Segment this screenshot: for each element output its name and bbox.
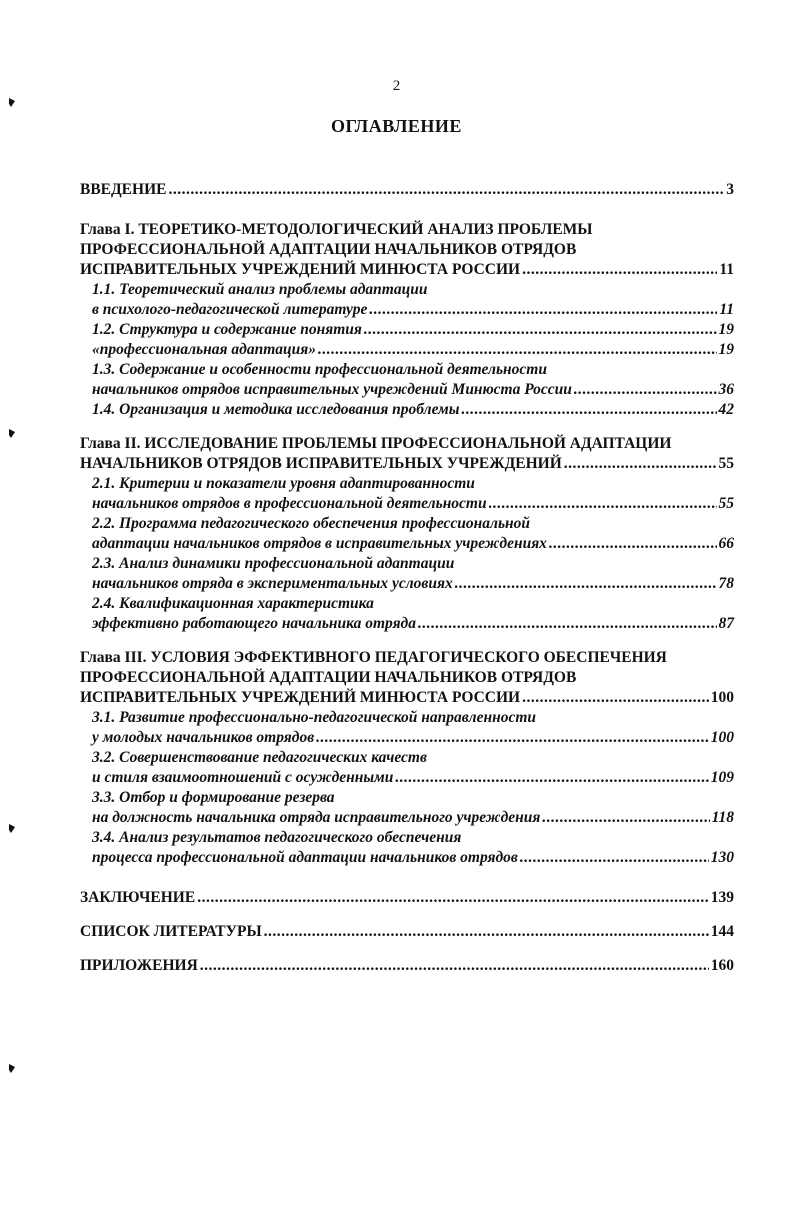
section-line: 2.1. Критерии и показатели уровня адаптированности [92,475,475,492]
chapter-heading-line: Глава III. УСЛОВИЯ ЭФФЕКТИВНОГО ПЕДАГОГИЧЕСКОГО ОБЕСПЕЧЕНИЯ [80,649,667,666]
toc-chapter-1 [80,220,734,420]
section-line: 3.3. Отбор и формирование резерва [92,789,335,806]
toc-entry-label: ВВЕДЕНИЕ [80,181,167,198]
toc-entry-chapter-2[interactable]: НАЧАЛЬНИКОВ ОТРЯДОВ ИСПРАВИТЕЛЬНЫХ УЧРЕЖДЕНИЙ ..... 55 [80,454,734,474]
binding-mark-icon [8,428,16,439]
toc-entry-section-1-2[interactable]: 1.2. Структура и содержание понятия ..... 19 [92,320,734,340]
section-line: 1.1. Теоретический анализ проблемы адаптации [92,281,428,298]
toc-entry-section-1-1[interactable]: в психолого-педагогической литературе ..... 11 [92,300,734,320]
section-line: 3.4. Анализ результатов педагогического обеспечения [92,829,462,846]
toc-entry-intro[interactable] [80,180,734,200]
toc-entry-section-2-2[interactable]: адаптации начальников отрядов в исправительных учреждениях ..... 66 [92,534,734,554]
toc-entry-section-3-1[interactable]: у молодых начальников отрядов ..... 100 [92,728,734,748]
chapter-heading-line: ПРОФЕССИОНАЛЬНОЙ АДАПТАЦИИ НАЧАЛЬНИКОВ ОТРЯДОВ [80,241,577,258]
page-number: 2 [392,78,401,94]
binding-mark-icon [8,823,16,834]
section-line: 3.2. Совершенствование педагогических качеств [92,749,427,766]
binding-mark-icon [8,1063,16,1074]
toc-entry-section-1-2b[interactable]: «профессиональная адаптация» ..... 19 [92,340,734,360]
toc-entry-chapter-3[interactable]: ИСПРАВИТЕЛЬНЫХ УЧРЕЖДЕНИЙ МИНЮСТА РОССИИ ..... 100 [80,688,734,708]
toc-entry-section-1-3[interactable]: начальников отрядов исправительных учреждений Минюста России ..... 36 [92,380,734,400]
page-title: ОГЛАВЛЕНИЕ [331,116,462,136]
toc-entry-conclusion[interactable]: ЗАКЛЮЧЕНИЕ ..... 139 [80,888,734,908]
section-line: 1.3. Содержание и особенности профессиональной деятельности [92,361,547,378]
chapter-heading-line: Глава II. ИССЛЕДОВАНИЕ ПРОБЛЕМЫ ПРОФЕССИОНАЛЬНОЙ АДАПТАЦИИ [80,435,672,452]
toc-entry-appendices[interactable]: ПРИЛОЖЕНИЯ ..... 160 [80,956,734,976]
toc-chapter-3 [80,648,734,868]
table-of-contents [80,180,734,976]
toc-chapter-2 [80,434,734,634]
section-line: 2.4. Квалификационная характеристика [92,595,374,612]
toc-entry-section-2-4[interactable]: эффективно работающего начальника отряда ..... 87 [92,614,734,634]
toc-entry-page: 3 [726,181,734,198]
binding-mark-icon [8,97,16,108]
toc-entry-section-2-1[interactable]: начальников отрядов в профессиональной деятельности ..... 55 [92,494,734,514]
toc-entry-section-2-3[interactable]: начальников отряда в экспериментальных условиях ..... 78 [92,574,734,594]
chapter-heading-line: ПРОФЕССИОНАЛЬНОЙ АДАПТАЦИИ НАЧАЛЬНИКОВ ОТРЯДОВ [80,669,577,686]
section-line: 3.1. Развитие профессионально-педагогической направленности [92,709,537,726]
toc-entry-section-1-4[interactable]: 1.4. Организация и методика исследования проблемы ..... 42 [92,400,734,420]
toc-entry-bibliography[interactable]: СПИСОК ЛИТЕРАТУРЫ ..... 144 [80,922,734,942]
section-line: 2.2. Программа педагогического обеспечения профессиональной [92,515,531,532]
chapter-heading-line: Глава I. ТЕОРЕТИКО-МЕТОДОЛОГИЧЕСКИЙ АНАЛИЗ ПРОБЛЕМЫ [80,221,593,238]
section-line: 2.3. Анализ динамики профессиональной адаптации [92,555,455,572]
toc-entry-section-3-3[interactable]: на должность начальника отряда исправительного учреждения ..... 118 [92,808,734,828]
toc-entry-section-3-4[interactable]: процесса профессиональной адаптации начальников отрядов ..... 130 [92,848,734,868]
toc-entry-chapter-1[interactable]: ИСПРАВИТЕЛЬНЫХ УЧРЕЖДЕНИЙ МИНЮСТА РОССИИ ..... 11 [80,260,734,280]
toc-entry-section-3-2[interactable]: и стиля взаимоотношений с осужденными ..... 109 [92,768,734,788]
